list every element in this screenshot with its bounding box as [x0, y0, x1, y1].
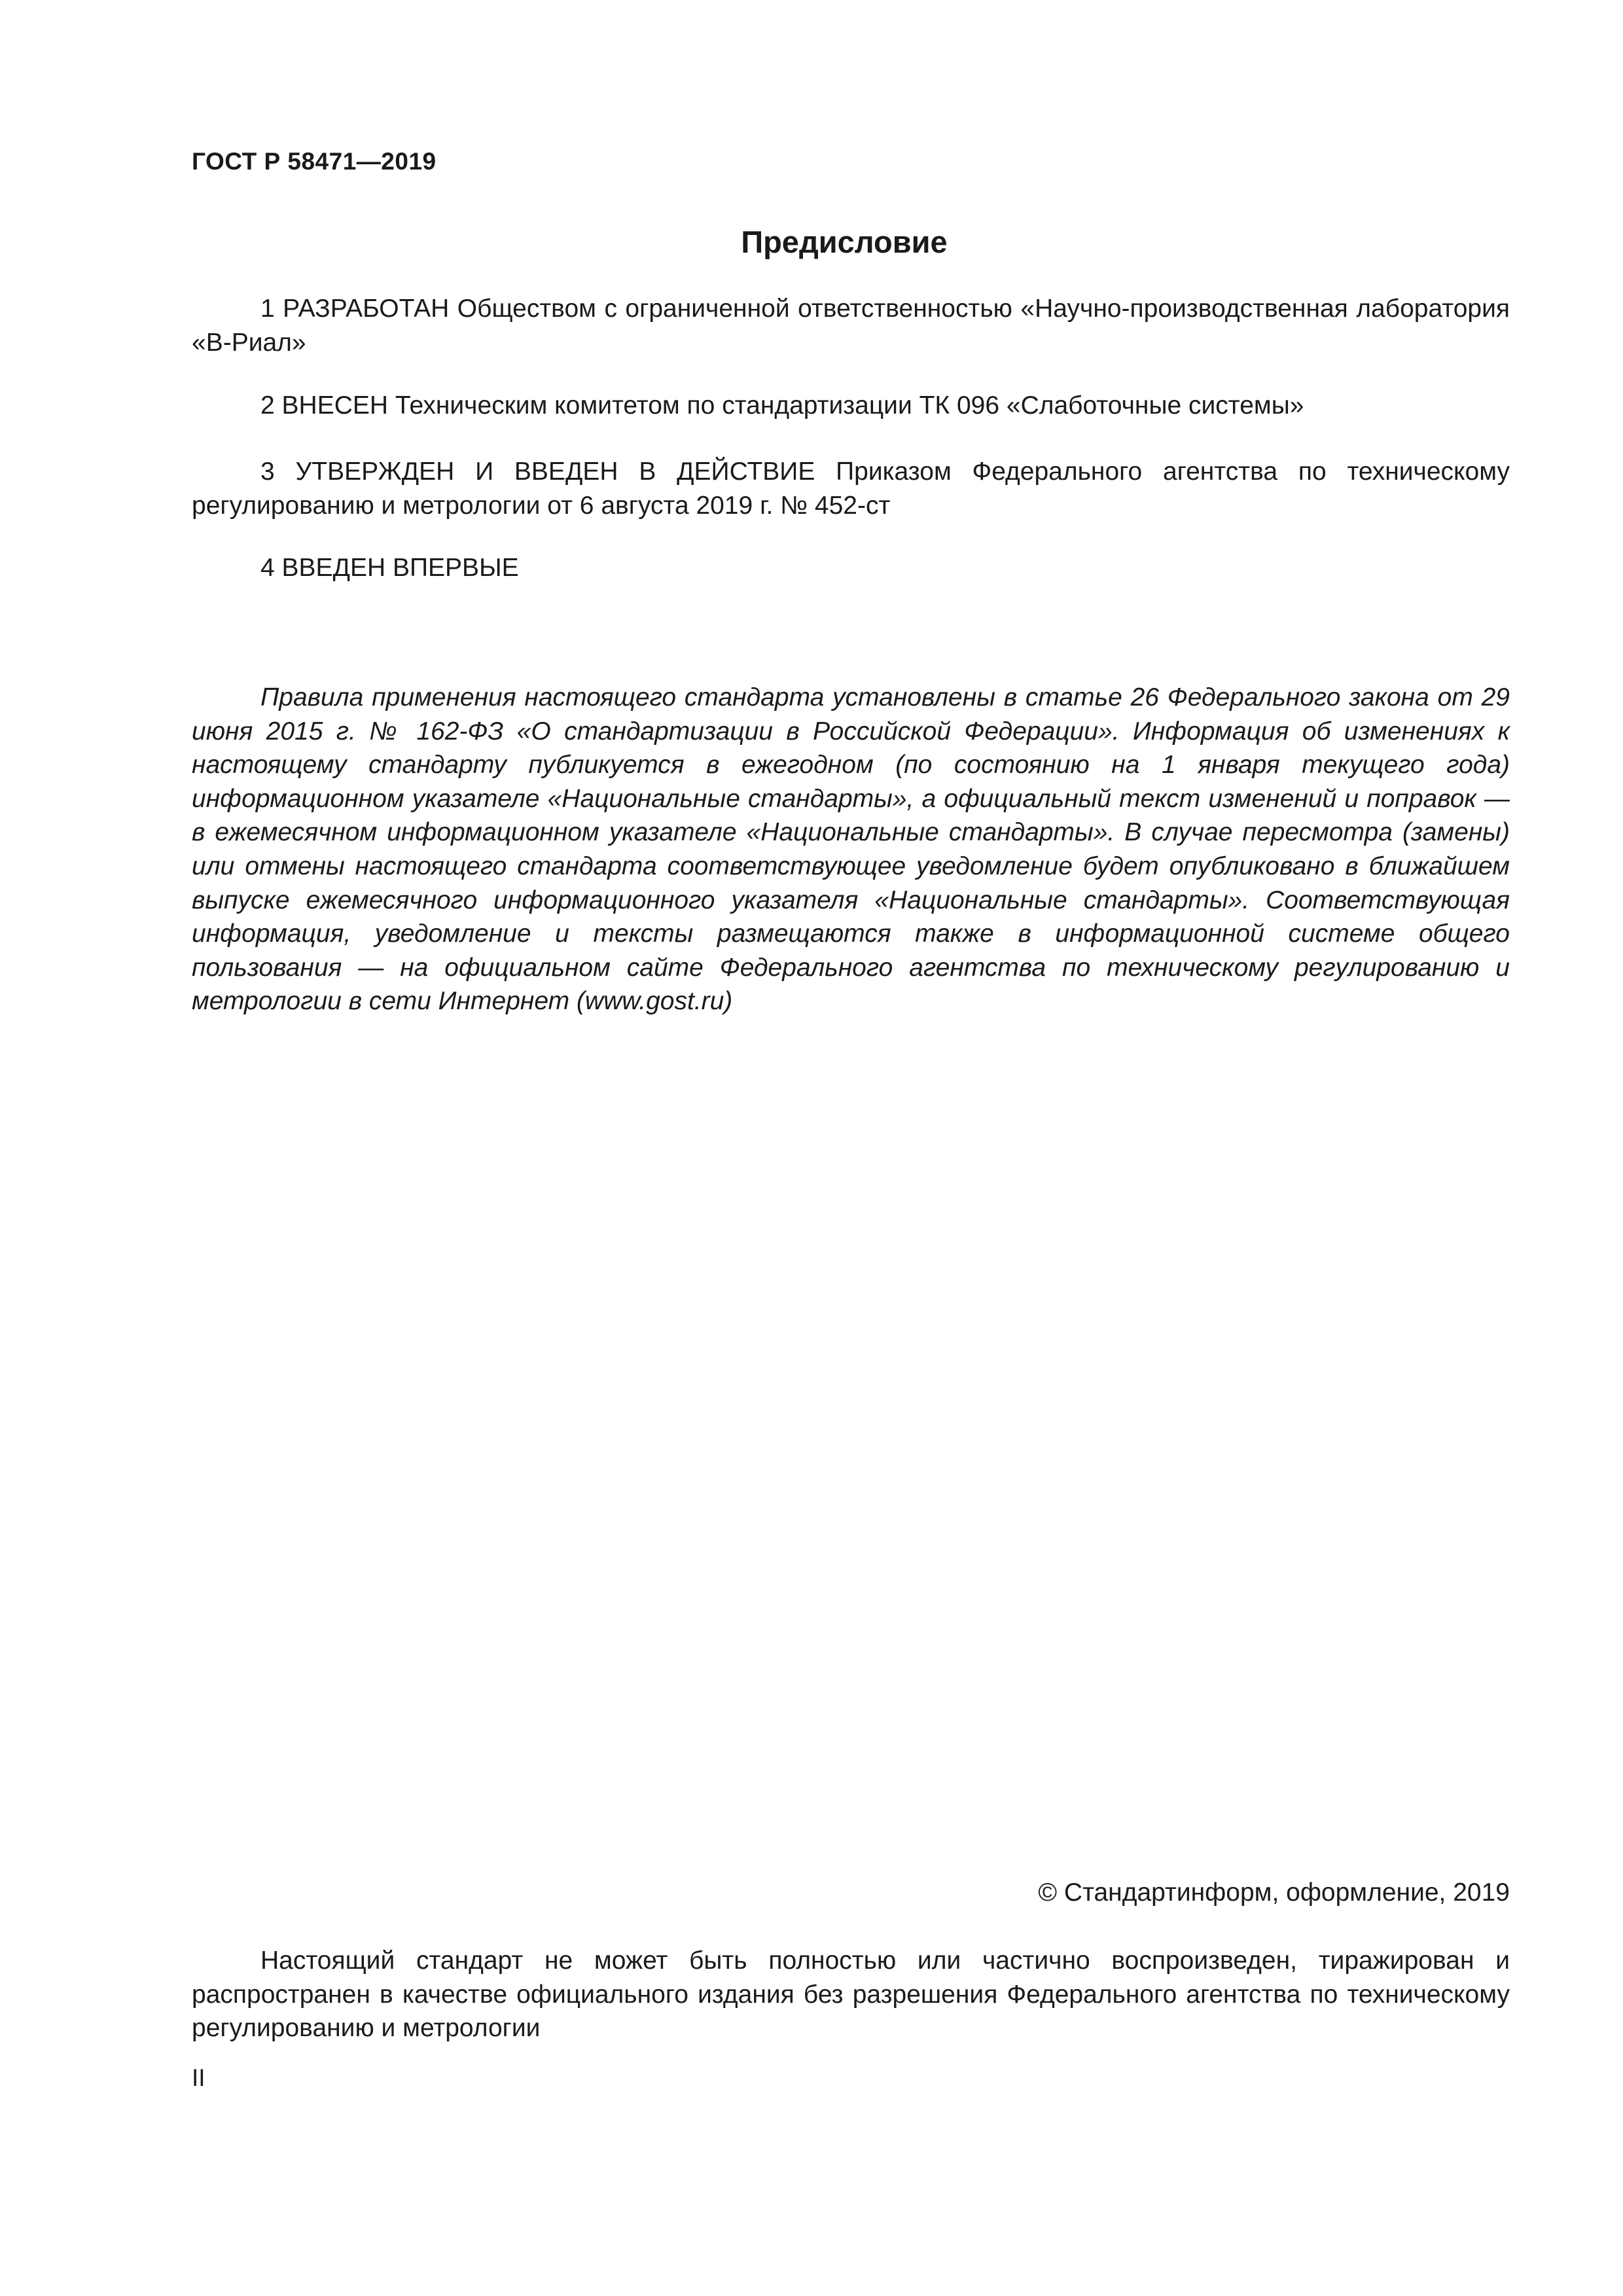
foreword-title: Предисловие	[741, 224, 948, 259]
foreword-item-text: 2 ВНЕСЕН Техническим комитетом по стандартизации ТК 096 «Слаботочные системы»	[260, 391, 1304, 420]
foreword-item-developed	[192, 292, 1510, 360]
rules-of-application-note	[192, 681, 1510, 1018]
reproduction-notice-text: Настоящий стандарт не может быть полностью или частично воспроизведен, тиражирован и распространен в качестве официального издания без разрешения Федерального агентства по техническому регулированию и метрологии	[192, 1946, 1510, 2043]
foreword-item-text: 4 ВВЕДЕН ВПЕРВЫЕ	[260, 554, 519, 582]
foreword-item-approved	[192, 455, 1510, 523]
page-number: II	[192, 2064, 205, 2091]
foreword-item-text: 3 УТВЕРЖДЕН И ВВЕДЕН В ДЕЙСТВИЕ Приказом Федерального агентства по техническому регулированию и метрологии от 6 августа 2019 г. № 452-ст	[192, 457, 1510, 520]
foreword-item-text: 1 РАЗРАБОТАН Обществом с ограниченной ответственностью «Научно-производственная лаборатория «В-Риал»	[192, 295, 1510, 357]
rules-note-text: Правила применения настоящего стандарта установлены в статье 26 Федерального закона от 29 июня 2015 г. № 162-ФЗ «О стандартизации в Российской Федерации». Информация об изменениях к настоящему стандарту публикуется в ежегодном (по состоянию на 1 января текущего года) информационном указателе «Национальные стандарты», а официальный текст изменений и поправок — в ежемесячном информационном указателе «Национальные стандарты». В случае пересмотра (замены) или отмены настоящего стандарта соответствующее уведомление будет опубликовано в ближайшем выпуске ежемесячного информационного указателя «Национальные стандарты». Соответствующая информация, уведомление и тексты размещаются также в информационной системе общего пользования — на официальном сайте Федерального агентства по техническому регулированию и метрологии в сети Интернет (www.gost.ru)	[192, 683, 1510, 1016]
foreword-item-introduced	[192, 389, 1510, 423]
foreword-item-first-introduced	[192, 551, 1510, 585]
reproduction-notice	[192, 1944, 1510, 2045]
copyright-notice: © Стандартинформ, оформление, 2019	[1038, 1878, 1510, 1907]
document-code: ГОСТ Р 58471—2019	[192, 148, 437, 175]
